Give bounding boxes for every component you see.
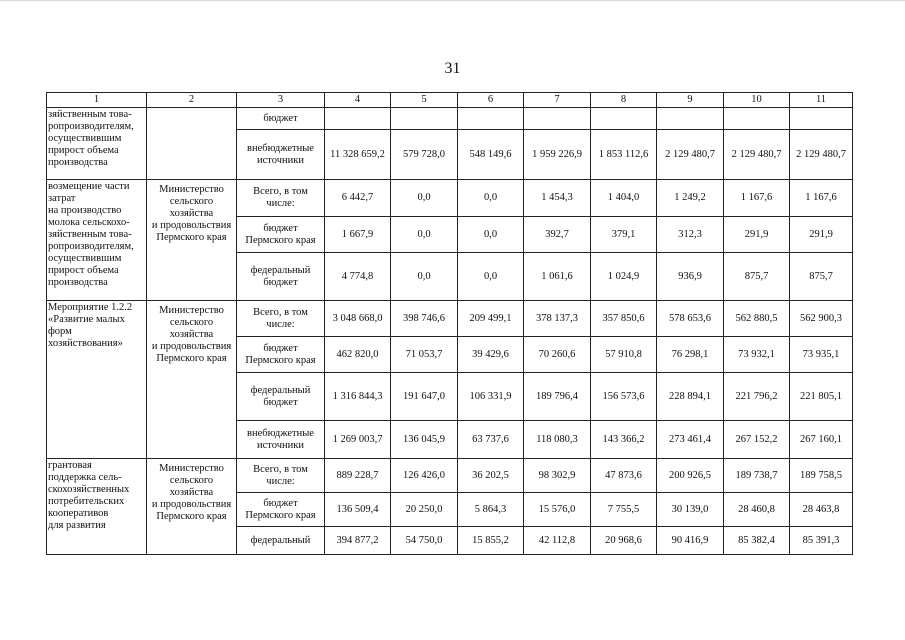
amount-cell: 273 461,4 [657,421,724,459]
amount-cell: 0,0 [391,253,458,301]
amount-cell: 0,0 [391,180,458,217]
amount-cell: 462 820,0 [325,337,391,373]
amount-cell: 221 805,1 [790,373,853,421]
amount-cell: 312,3 [657,217,724,253]
amount-cell: 1 061,6 [524,253,591,301]
amount-cell: 15 855,2 [458,527,524,555]
amount-cell: 1 853 112,6 [591,130,657,180]
amount-cell: 378 137,3 [524,301,591,337]
table-row [47,301,853,337]
table-row [47,180,853,217]
amount-cell: 1 269 003,7 [325,421,391,459]
budget-table [46,92,853,555]
amount-cell: 6 442,7 [325,180,391,217]
amount-cell: 291,9 [790,217,853,253]
header-cell-4: 4 [325,93,391,108]
header-cell-3: 3 [237,93,325,108]
amount-cell: 47 873,6 [591,459,657,493]
funding-source-cell: федеральный бюджет [237,253,325,301]
amount-cell: 875,7 [724,253,790,301]
amount-cell: 228 894,1 [657,373,724,421]
header-cell-10: 10 [724,93,790,108]
funding-source-cell: федеральный [237,527,325,555]
header-cell-1: 1 [47,93,147,108]
amount-cell: 1 249,2 [657,180,724,217]
header-cell-6: 6 [458,93,524,108]
event-name-cell: грантовая поддержка сель- скохозяйственных потребительских кооперативов для развития [47,459,147,555]
amount-cell: 394 877,2 [325,527,391,555]
funding-source-cell: бюджет Пермского края [237,337,325,373]
amount-cell: 189 738,7 [724,459,790,493]
amount-cell: 0,0 [458,217,524,253]
amount-cell: 15 576,0 [524,493,591,527]
page-number: 31 [444,60,461,77]
responsible-org-cell [147,108,237,180]
funding-source-cell: бюджет Пермского края [237,217,325,253]
amount-cell: 267 160,1 [790,421,853,459]
funding-source-cell: Всего, в том числе: [237,301,325,337]
amount-cell [591,108,657,130]
amount-cell: 0,0 [458,180,524,217]
amount-cell: 98 302,9 [524,459,591,493]
funding-source-cell: Всего, в том числе: [237,459,325,493]
amount-cell: 39 429,6 [458,337,524,373]
funding-source-cell: внебюджетные источники [237,421,325,459]
amount-cell: 85 391,3 [790,527,853,555]
amount-cell: 0,0 [391,217,458,253]
amount-cell: 562 900,3 [790,301,853,337]
amount-cell: 200 926,5 [657,459,724,493]
amount-cell [790,108,853,130]
amount-cell: 189 758,5 [790,459,853,493]
amount-cell: 54 750,0 [391,527,458,555]
amount-cell: 73 932,1 [724,337,790,373]
amount-cell: 70 260,6 [524,337,591,373]
amount-cell [724,108,790,130]
amount-cell: 209 499,1 [458,301,524,337]
amount-cell: 143 366,2 [591,421,657,459]
amount-cell [391,108,458,130]
amount-cell: 379,1 [591,217,657,253]
amount-cell: 875,7 [790,253,853,301]
amount-cell: 11 328 659,2 [325,130,391,180]
event-name-cell: зяйственным това- ропроизводителям, осуществившим прирост объема производства [47,108,147,180]
amount-cell [325,108,391,130]
amount-cell: 267 152,2 [724,421,790,459]
header-cell-2: 2 [147,93,237,108]
amount-cell: 3 048 668,0 [325,301,391,337]
amount-cell: 4 774,8 [325,253,391,301]
table-body [47,93,853,555]
amount-cell: 118 080,3 [524,421,591,459]
amount-cell: 221 796,2 [724,373,790,421]
amount-cell: 73 935,1 [790,337,853,373]
amount-cell: 20 250,0 [391,493,458,527]
page-top-edge [0,0,905,1]
header-row [47,93,853,108]
funding-source-cell: бюджет Пермского края [237,493,325,527]
table-row [47,108,853,130]
amount-cell: 578 653,6 [657,301,724,337]
amount-cell: 20 968,6 [591,527,657,555]
amount-cell: 5 864,3 [458,493,524,527]
amount-cell: 579 728,0 [391,130,458,180]
amount-cell: 71 053,7 [391,337,458,373]
funding-source-cell: Всего, в том числе: [237,180,325,217]
amount-cell: 85 382,4 [724,527,790,555]
amount-cell: 936,9 [657,253,724,301]
amount-cell: 36 202,5 [458,459,524,493]
header-cell-9: 9 [657,93,724,108]
amount-cell: 126 426,0 [391,459,458,493]
amount-cell [657,108,724,130]
amount-cell: 191 647,0 [391,373,458,421]
event-name-cell: Мероприятие 1.2.2 «Развитие малых форм хозяйствования» [47,301,147,459]
amount-cell: 357 850,6 [591,301,657,337]
header-cell-5: 5 [391,93,458,108]
amount-cell: 63 737,6 [458,421,524,459]
amount-cell: 57 910,8 [591,337,657,373]
amount-cell: 30 139,0 [657,493,724,527]
amount-cell: 76 298,1 [657,337,724,373]
header-cell-11: 11 [790,93,853,108]
funding-source-cell: бюджет [237,108,325,130]
funding-source-cell: внебюджетные источники [237,130,325,180]
amount-cell: 1 667,9 [325,217,391,253]
amount-cell: 156 573,6 [591,373,657,421]
amount-cell: 562 880,5 [724,301,790,337]
amount-cell: 291,9 [724,217,790,253]
amount-cell: 1 024,9 [591,253,657,301]
amount-cell: 189 796,4 [524,373,591,421]
amount-cell: 1 959 226,9 [524,130,591,180]
amount-cell: 1 316 844,3 [325,373,391,421]
amount-cell: 90 416,9 [657,527,724,555]
amount-cell: 42 112,8 [524,527,591,555]
table-row [47,459,853,493]
amount-cell: 28 460,8 [724,493,790,527]
amount-cell: 392,7 [524,217,591,253]
amount-cell: 548 149,6 [458,130,524,180]
amount-cell: 889 228,7 [325,459,391,493]
amount-cell [458,108,524,130]
amount-cell: 0,0 [458,253,524,301]
amount-cell: 1 454,3 [524,180,591,217]
amount-cell: 2 129 480,7 [657,130,724,180]
amount-cell: 136 045,9 [391,421,458,459]
amount-cell: 7 755,5 [591,493,657,527]
header-cell-7: 7 [524,93,591,108]
header-cell-8: 8 [591,93,657,108]
funding-source-cell: федеральный бюджет [237,373,325,421]
amount-cell: 2 129 480,7 [790,130,853,180]
event-name-cell: возмещение части затрат на производство молока сельскохо- зяйственным това- ропроизводителям, осуществившим прирост объема производства [47,180,147,301]
responsible-org-cell: Министерство сельского хозяйства и продовольствия Пермского края [147,459,237,555]
amount-cell: 1 404,0 [591,180,657,217]
amount-cell: 28 463,8 [790,493,853,527]
amount-cell: 136 509,4 [325,493,391,527]
responsible-org-cell: Министерство сельского хозяйства и продовольствия Пермского края [147,180,237,301]
amount-cell [524,108,591,130]
amount-cell: 1 167,6 [790,180,853,217]
amount-cell: 106 331,9 [458,373,524,421]
amount-cell: 2 129 480,7 [724,130,790,180]
responsible-org-cell: Министерство сельского хозяйства и продовольствия Пермского края [147,301,237,459]
amount-cell: 1 167,6 [724,180,790,217]
amount-cell: 398 746,6 [391,301,458,337]
